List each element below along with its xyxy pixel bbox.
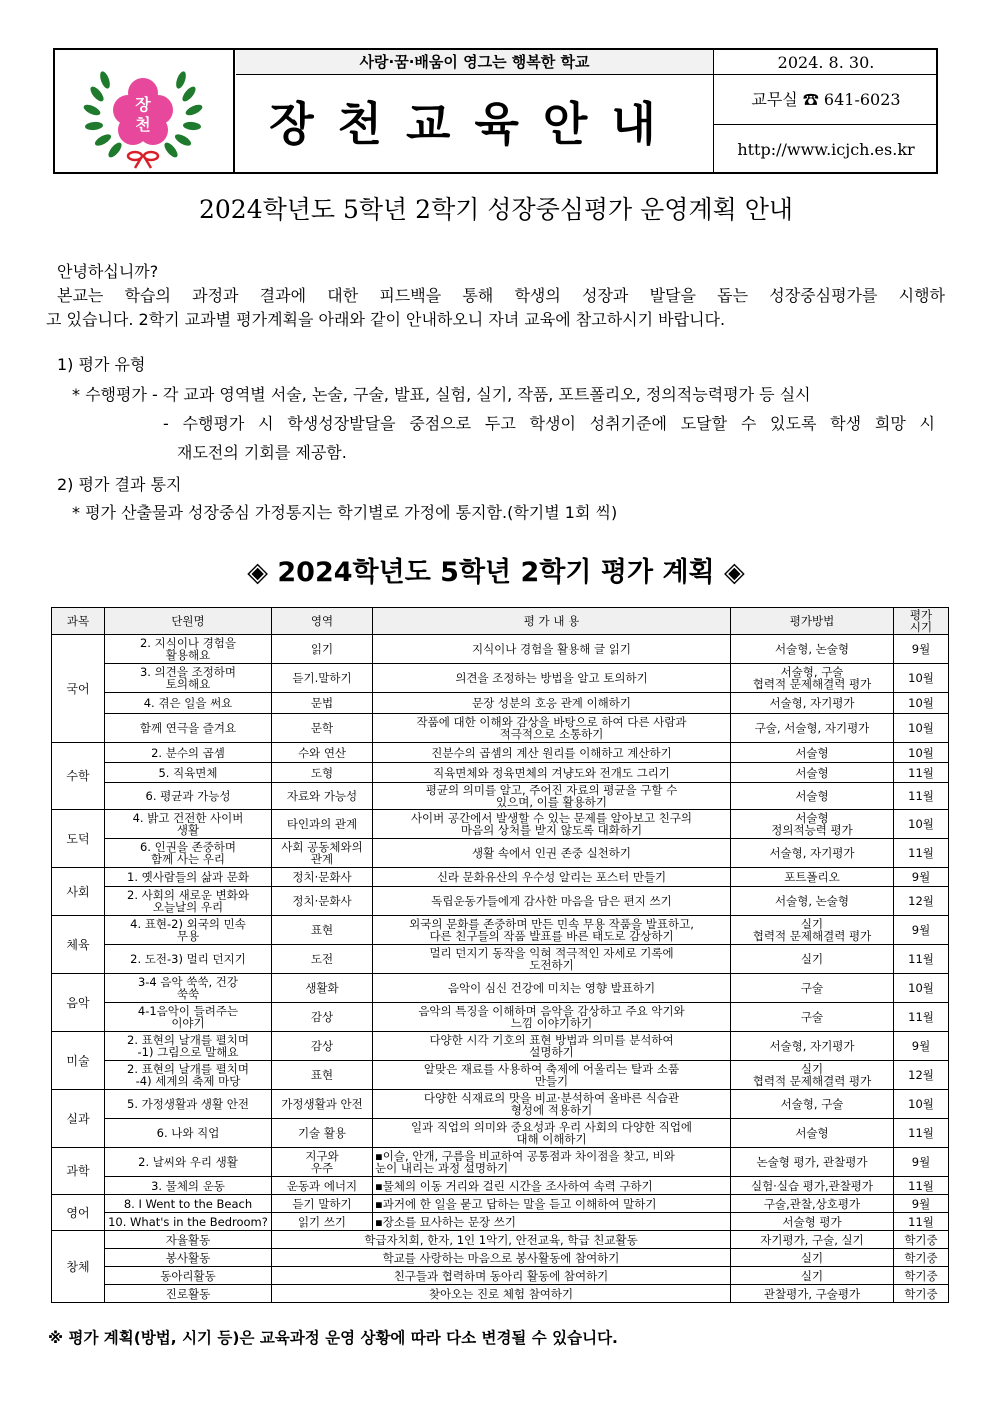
unit-cell: 봉사활동: [105, 1249, 272, 1267]
time-cell: 11월: [894, 1213, 949, 1231]
method-cell: 서술형, 구술 협력적 문제해결력 평가: [731, 664, 894, 693]
area-cell: 생활화: [272, 974, 373, 1003]
content-cell: 문장 성분의 호응 관계 이해하기: [373, 693, 731, 714]
method-cell: 포트폴리오: [731, 868, 894, 887]
area-cell: 도형: [272, 763, 373, 783]
time-cell: 9월: [894, 635, 949, 664]
method-cell: 서술형, 논술형: [731, 635, 894, 664]
area-cell: 정치·문화사: [272, 868, 373, 887]
evaluation-plan-table: [51, 607, 949, 1303]
time-cell: 10월: [894, 714, 949, 743]
method-cell: 실험·실습 평가,관찰평가: [731, 1177, 894, 1195]
method-cell: 실기: [731, 945, 894, 974]
table-row: [52, 664, 949, 693]
time-cell: 학기중: [894, 1267, 949, 1285]
method-cell: 실기: [731, 1267, 894, 1285]
table-row: [52, 839, 949, 868]
unit-cell: 함께 연극을 즐겨요: [105, 714, 272, 743]
greeting: 안녕하십니까?: [57, 262, 159, 281]
section-1-title: 1) 평가 유형: [57, 355, 146, 374]
area-cell: 문학: [272, 714, 373, 743]
newsletter-title: 장천교육안내: [269, 97, 680, 151]
table-row: [52, 714, 949, 743]
content-cell: 학교를 사랑하는 마음으로 봉사활동에 참여하기: [272, 1249, 731, 1267]
unit-cell: 4. 겪은 일을 써요: [105, 693, 272, 714]
unit-cell: 5. 직육면체: [105, 763, 272, 783]
method-cell: 구술: [731, 974, 894, 1003]
unit-cell: 4-1음악이 들려주는 이야기: [105, 1003, 272, 1032]
time-cell: 10월: [894, 743, 949, 763]
content-cell: 생활 속에서 인권 존중 실천하기: [373, 839, 731, 868]
method-cell: 서술형: [731, 1119, 894, 1148]
content-cell: 알맞은 재료를 사용하여 축제에 어울리는 탈과 소품 만들기: [373, 1061, 731, 1090]
time-cell: 9월: [894, 1032, 949, 1061]
unit-cell: 4. 밝고 건전한 사이버 생활: [105, 810, 272, 839]
intro-line-1: 본교는 학습의 과정과 결과에 대한 피드백을 통해 학생의 성장과 발달을 돕는 성장중심평가를 시행하: [57, 286, 945, 305]
time-cell: 9월: [894, 868, 949, 887]
content-cell: 음악이 심신 건강에 미치는 영향 발표하기: [373, 974, 731, 1003]
content-cell: 멀리 던지기 동작을 익혀 적극적인 자세로 기록에 도전하기: [373, 945, 731, 974]
area-cell: 수와 연산: [272, 743, 373, 763]
plan-title: ◈ 2024학년도 5학년 2학기 평가 계획 ◈: [247, 557, 745, 588]
method-cell: 서술형 정의적능력 평가: [731, 810, 894, 839]
area-cell: 감상: [272, 1032, 373, 1061]
section-1-line-2: - 수행평가 시 학생성장발달을 중점으로 두고 학생이 성취기준에 도달할 수 있도록 학생 희망 시: [163, 414, 935, 433]
intro-line-2: 고 있습니다. 2학기 교과별 평가계획을 아래와 같이 안내하오니 자녀 교육에 참고하시기 바랍니다.: [46, 310, 726, 329]
unit-cell: 3-4 음악 쑥쑥, 건강 쑥쑥: [105, 974, 272, 1003]
area-cell: 감상: [272, 1003, 373, 1032]
table-row: [52, 743, 949, 763]
area-cell: 읽기: [272, 635, 373, 664]
header-subject: 과목: [52, 608, 105, 635]
time-cell: 9월: [894, 1195, 949, 1213]
content-cell: 일과 직업의 의미와 중요성과 우리 사회의 다양한 직업에 대해 이해하기: [373, 1119, 731, 1148]
section-1-line-3: 재도전의 기회를 제공함.: [177, 443, 347, 462]
table-row: [52, 763, 949, 783]
unit-cell: 4. 표현-2) 외국의 민속 무용: [105, 916, 272, 945]
table-row: [52, 1231, 949, 1249]
unit-cell: 6. 평균과 가능성: [105, 783, 272, 810]
content-cell: ▪이슬, 안개, 구름을 비교하여 공통점과 차이점을 찾고, 비와 눈이 내리는 과정 설명하기: [373, 1148, 731, 1177]
method-cell: 구술,관찰,상호평가: [731, 1195, 894, 1213]
subject-cell: 창체: [52, 1231, 105, 1303]
document-title: 2024학년도 5학년 2학기 성장중심평가 운영계획 안내: [198, 195, 794, 224]
area-cell: 도전: [272, 945, 373, 974]
table-row: [52, 783, 949, 810]
method-cell: 서술형: [731, 743, 894, 763]
content-cell: 다양한 시각 기호의 표현 방법과 의미를 분석하여 설명하기: [373, 1032, 731, 1061]
subject-cell: 영어: [52, 1195, 105, 1231]
method-cell: 관찰평가, 구술평가: [731, 1285, 894, 1303]
time-cell: 10월: [894, 664, 949, 693]
time-cell: 11월: [894, 1119, 949, 1148]
time-cell: 12월: [894, 887, 949, 916]
time-cell: 11월: [894, 763, 949, 783]
unit-cell: 3. 의견을 조정하며 토의해요: [105, 664, 272, 693]
area-cell: 듣기.말하기: [272, 664, 373, 693]
content-cell: ▪과거에 한 일을 묻고 답하는 말을 듣고 이해하여 말하기: [373, 1195, 731, 1213]
table-row: [52, 974, 949, 1003]
area-cell: 자료와 가능성: [272, 783, 373, 810]
subject-cell: 미술: [52, 1032, 105, 1090]
laurel-emblem-icon: [55, 50, 231, 172]
table-row: [52, 810, 949, 839]
table-row: [52, 1061, 949, 1090]
table-row: [52, 1090, 949, 1119]
time-cell: 11월: [894, 783, 949, 810]
time-cell: 10월: [894, 693, 949, 714]
office-phone: 교무실 ☎ 641-6023: [714, 75, 938, 125]
method-cell: 구술, 서술형, 자기평가: [731, 714, 894, 743]
content-cell: 진분수의 곱셈의 계산 원리를 이해하고 계산하기: [373, 743, 731, 763]
method-cell: 서술형, 자기평가: [731, 839, 894, 868]
unit-cell: 동아리활동: [105, 1267, 272, 1285]
method-cell: 서술형, 자기평가: [731, 1032, 894, 1061]
content-cell: 의견을 조정하는 방법을 알고 토의하기: [373, 664, 731, 693]
time-cell: 9월: [894, 916, 949, 945]
logo-text-bottom: 천: [135, 115, 151, 134]
subject-cell: 과학: [52, 1148, 105, 1195]
area-cell: 표현: [272, 916, 373, 945]
subject-cell: 음악: [52, 974, 105, 1032]
time-cell: 학기중: [894, 1285, 949, 1303]
section-1-line-1: * 수행평가 - 각 교과 영역별 서술, 논술, 구술, 발표, 실험, 실기, 작품, 포트폴리오, 정의적능력평가 등 실시: [72, 385, 811, 404]
area-cell: 듣기 말하기: [272, 1195, 373, 1213]
area-cell: 문법: [272, 693, 373, 714]
area-cell: 기술 활용: [272, 1119, 373, 1148]
table-row: [52, 1003, 949, 1032]
time-cell: 11월: [894, 945, 949, 974]
time-cell: 학기중: [894, 1231, 949, 1249]
unit-cell: 6. 나와 직업: [105, 1119, 272, 1148]
time-cell: 12월: [894, 1061, 949, 1090]
method-cell: 서술형 평가: [731, 1213, 894, 1231]
header-info: [713, 50, 938, 172]
table-row: [52, 1032, 949, 1061]
subject-cell: 수학: [52, 743, 105, 810]
time-cell: 9월: [894, 1148, 949, 1177]
unit-cell: 1. 옛사람들의 삶과 문화: [105, 868, 272, 887]
subject-cell: 실과: [52, 1090, 105, 1148]
method-cell: 서술형: [731, 783, 894, 810]
table-row: [52, 1195, 949, 1213]
table-row: [52, 868, 949, 887]
unit-cell: 자율활동: [105, 1231, 272, 1249]
unit-cell: 5. 가정생활과 생활 안전: [105, 1090, 272, 1119]
table-row: [52, 1285, 949, 1303]
time-cell: 10월: [894, 974, 949, 1003]
area-cell: 읽기 쓰기: [272, 1213, 373, 1231]
area-cell: 운동과 에너지: [272, 1177, 373, 1195]
content-cell: 음악의 특징을 이해하며 음악을 감상하고 주요 악기와 느낌 이야기하기: [373, 1003, 731, 1032]
unit-cell: 10. What's in the Bedroom?: [105, 1213, 272, 1231]
content-cell: ▪물체의 이동 거리와 걸린 시간을 조사하여 속력 구하기: [373, 1177, 731, 1195]
area-cell: 지구와 우주: [272, 1148, 373, 1177]
school-url[interactable]: http://www.icjch.es.kr: [737, 140, 915, 159]
table-row: [52, 1267, 949, 1285]
table-header-row: [52, 608, 949, 635]
content-cell: 친구들과 협력하며 동아리 활동에 참여하기: [272, 1267, 731, 1285]
content-cell: 작품에 대한 이해와 감상을 바탕으로 하여 다른 사람과 적극적으로 소통하기: [373, 714, 731, 743]
subject-cell: 사회: [52, 868, 105, 916]
unit-cell: 2. 도전-3) 멀리 던지기: [105, 945, 272, 974]
content-cell: 지식이나 경험을 활용해 글 읽기: [373, 635, 731, 664]
unit-cell: 8. I Went to the Beach: [105, 1195, 272, 1213]
method-cell: 서술형, 논술형: [731, 887, 894, 916]
table-row: [52, 916, 949, 945]
table-row: [52, 887, 949, 916]
unit-cell: 진로활동: [105, 1285, 272, 1303]
section-2-line-1: * 평가 산출물과 성장중심 가정통지는 학기별로 가정에 통지함.(학기별 1회 씩): [72, 503, 618, 522]
school-header: [53, 48, 938, 174]
content-cell: 다양한 식재료의 맛을 비교·분석하여 올바른 식습관 형성에 적용하기: [373, 1090, 731, 1119]
unit-cell: 2. 표현의 날개를 펼치며 -4) 세계의 축제 마당: [105, 1061, 272, 1090]
unit-cell: 3. 물체의 운동: [105, 1177, 272, 1195]
area-cell: 타인과의 관계: [272, 810, 373, 839]
area-cell: 표현: [272, 1061, 373, 1090]
content-cell: 직육면체와 정육면체의 겨냥도와 전개도 그리기: [373, 763, 731, 783]
unit-cell: 2. 표현의 날개를 펼치며 -1) 그림으로 말해요: [105, 1032, 272, 1061]
table-row: [52, 635, 949, 664]
subject-cell: 도덕: [52, 810, 105, 868]
table-row: [52, 1177, 949, 1195]
table-row: [52, 1119, 949, 1148]
time-cell: 10월: [894, 810, 949, 839]
time-cell: 학기중: [894, 1249, 949, 1267]
school-slogan: 사랑·꿈·배움이 영그는 행복한 학교: [236, 50, 713, 75]
table-row: [52, 945, 949, 974]
issue-date: 2024. 8. 30.: [714, 50, 938, 75]
content-cell: 평균의 의미를 알고, 주어진 자료의 평균을 구할 수 있으며, 이를 활용하기: [373, 783, 731, 810]
content-cell: 찾아오는 진로 체험 참여하기: [272, 1285, 731, 1303]
school-logo: [55, 50, 235, 172]
method-cell: 실기 협력적 문제해결력 평가: [731, 916, 894, 945]
content-cell: 신라 문화유산의 우수성 알리는 포스터 만들기: [373, 868, 731, 887]
area-cell: 정치·문화사: [272, 887, 373, 916]
footnote: ※ 평가 계획(방법, 시기 등)은 교육과정 운영 상황에 따라 다소 변경될 수 있습니다.: [48, 1329, 618, 1347]
table-row: [52, 1213, 949, 1231]
subject-cell: 체육: [52, 916, 105, 974]
method-cell: 자기평가, 구술, 실기: [731, 1231, 894, 1249]
header-content: 평 가 내 용: [373, 608, 731, 635]
method-cell: 서술형, 자기평가: [731, 693, 894, 714]
table-row: [52, 1148, 949, 1177]
content-cell: 학급자치회, 한자, 1인 1악기, 안전교육, 학급 친교활동: [272, 1231, 731, 1249]
content-cell: 사이버 공간에서 발생할 수 있는 문제를 알아보고 친구의 마음의 상처를 받지 않도록 대화하기: [373, 810, 731, 839]
method-cell: 서술형: [731, 763, 894, 783]
time-cell: 11월: [894, 839, 949, 868]
content-cell: ▪장소를 묘사하는 문장 쓰기: [373, 1213, 731, 1231]
method-cell: 서술형, 구술: [731, 1090, 894, 1119]
content-cell: 외국의 문화를 존중하며 만든 민속 무용 작품을 발표하고, 다른 친구들의 작품 발표를 바른 태도로 감상하기: [373, 916, 731, 945]
header-time: 평가 시기: [894, 608, 949, 635]
method-cell: 실기: [731, 1249, 894, 1267]
area-cell: 가정생활과 안전: [272, 1090, 373, 1119]
table-row: [52, 693, 949, 714]
unit-cell: 2. 사회의 새로운 변화와 오늘날의 우리: [105, 887, 272, 916]
subject-cell: 국어: [52, 635, 105, 743]
unit-cell: 2. 분수의 곱셈: [105, 743, 272, 763]
time-cell: 11월: [894, 1003, 949, 1032]
time-cell: 11월: [894, 1177, 949, 1195]
method-cell: 구술: [731, 1003, 894, 1032]
unit-cell: 2. 날씨와 우리 생활: [105, 1148, 272, 1177]
time-cell: 10월: [894, 1090, 949, 1119]
content-cell: 독립운동가들에게 감사한 마음을 담은 편지 쓰기: [373, 887, 731, 916]
method-cell: 실기 협력적 문제해결력 평가: [731, 1061, 894, 1090]
header-method: 평가방법: [731, 608, 894, 635]
unit-cell: 6. 인권을 존중하며 함께 사는 우리: [105, 839, 272, 868]
table-row: [52, 1249, 949, 1267]
header-unit: 단원명: [105, 608, 272, 635]
unit-cell: 2. 지식이나 경험을 활용해요: [105, 635, 272, 664]
logo-text-top: 장: [135, 95, 151, 114]
section-2-title: 2) 평가 결과 통지: [57, 475, 182, 494]
method-cell: 논술형 평가, 관찰평가: [731, 1148, 894, 1177]
area-cell: 사회 공동체와의 관계: [272, 839, 373, 868]
header-area: 영역: [272, 608, 373, 635]
